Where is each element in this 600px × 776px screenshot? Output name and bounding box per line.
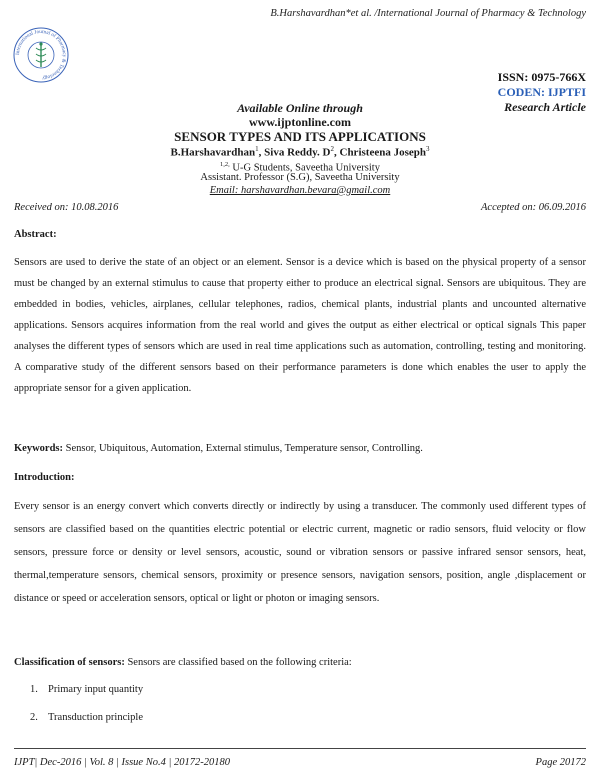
author-sep: , [258,146,265,159]
received-date: Received on: 10.08.2016 [14,202,119,213]
introduction-text: Every sensor is an energy convert which converts directly or indirectly by using a transducer. The commonly used different types of sensors are classified based on the quantities electric potential or electric current, magnetic or radio sensors, fluid velocity or flow sensors, pressure force or density or level sensors, acoustic, sound or vibration sensors or passive infrared sensor sensors, heat, thermal,temperature sensors, chemical sensors, proximity or presence sensors, navigation sensors, position, angle ,displacement or distance or speed or acceleration sensors, optical or light or photon or imaging sensors. [14,501,586,604]
paper-title: SENSOR TYPES AND ITS APPLICATIONS [174,129,426,144]
author-name: Siva Reddy. D [264,146,331,159]
page-number: Page 20172 [535,757,586,768]
footer-citation: IJPT| Dec-2016 | Vol. 8 | Issue No.4 | 20172-20180 [14,757,230,768]
article-type: Research Article [504,100,586,114]
keywords-line [14,443,586,454]
list-number: 1. [30,684,38,695]
author-sup: 2 [330,145,334,153]
abstract-heading: Abstract: [14,229,57,240]
classification-line [14,657,586,668]
affiliation-text: U-G Students, Saveetha University [232,162,380,174]
criteria-list [30,684,143,740]
list-number: 2. [30,712,38,723]
available-online: Available Online through [237,101,363,115]
author-name: Christeena Joseph [339,146,426,159]
journal-url[interactable]: www.ijptonline.com [249,115,351,129]
footer-divider [14,748,586,749]
accepted-date: Accepted on: 06.09.2016 [481,202,586,213]
issn: ISSN: 0975-766X [497,70,586,84]
author-sup: 1 [255,145,259,153]
author-sep: , [334,146,340,159]
abstract-text: Sensors are used to derive the state of an object or an element. Sensor is a device which is based on the physical property of a sensor must be changed by an external stimulus to cause that property either to produce an electrical signal. Sensors are ubiquitous. They are embedded in bodies, vehicles, airplanes, cellular telephones, radios, chemical plants, industrial plants and uncounted alternative applications. Sensors acquires information from the real world and gives the output as either electrical or optical signals This paper analyses the different types of sensors which are used in real time applications such as automation, controlling, testing and monitoring. A comparative study of the different sensors based on their performance parameters is done which enables the user to apply the appropriate sensor for a given application. [14,257,586,394]
list-item [30,684,143,712]
author-sup: 3 [425,145,430,153]
coden: CODEN: IJPTFI [497,85,586,99]
author-email[interactable]: Email: harshavardhan.bevara@gmail.com [209,185,391,196]
affiliation-sup: 1,2, [220,161,230,168]
introduction-heading: Introduction: [14,472,75,483]
logo-text: International Journal of Pharmacy & Technology [14,28,68,81]
classification-text: Sensors are classified based on the following criteria: [124,657,352,668]
affiliation-2: Assistant. Professor (S.G), Saveetha University [200,172,400,183]
list-text: Transduction principle [48,712,143,723]
list-text: Primary input quantity [48,684,144,695]
author-list [0,145,600,159]
journal-logo-icon [12,26,70,84]
classification-label: Classification of sensors: [14,657,125,668]
author-name: B.Harshavardhan [170,146,256,159]
keywords-text: Sensor, Ubiquitous, Automation, External stimulus, Temperature sensor, Controlling. [63,443,423,454]
running-head: B.Harshavardhan*et al. /International Journal of Pharmacy & Technology [270,8,586,19]
list-item [30,712,143,740]
keywords-label: Keywords: [14,443,63,454]
